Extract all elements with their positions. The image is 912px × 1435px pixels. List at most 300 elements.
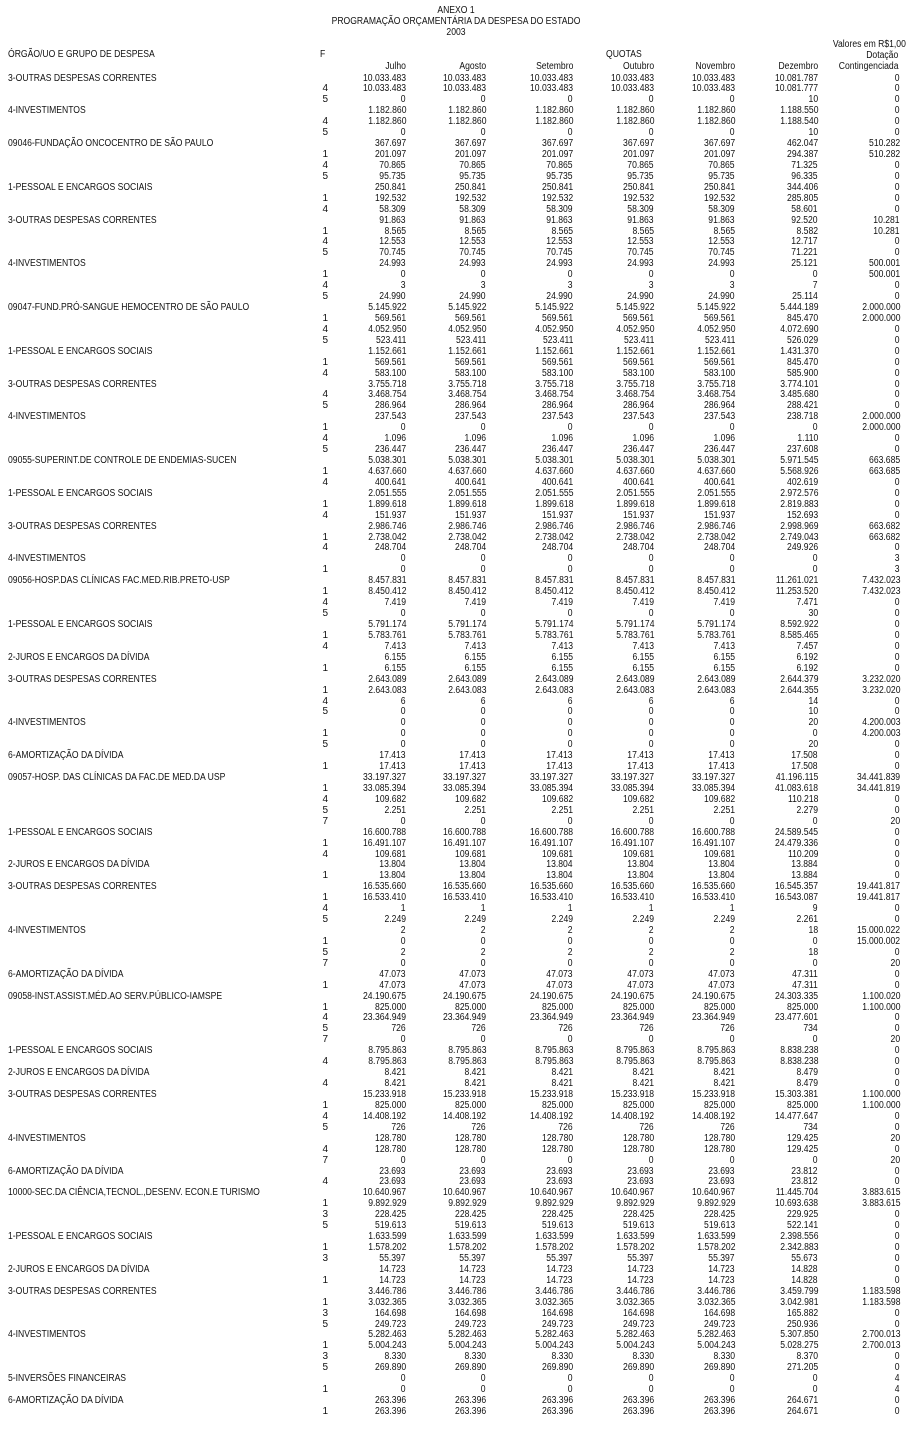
quota-value: 23.693 xyxy=(627,1165,654,1177)
quota-value: 16.533.410 xyxy=(610,892,654,904)
quota-value: 58.309 xyxy=(708,203,735,215)
quota-value: 71.325 xyxy=(791,159,818,171)
contingency-value: 4.200.003 xyxy=(861,728,900,740)
quota-value: 164.698 xyxy=(703,1307,735,1319)
quota-value: 1 xyxy=(401,903,406,915)
quota-value: 8.565 xyxy=(464,225,486,237)
fonte-code: 4 xyxy=(322,1143,328,1155)
quota-value: 55.397 xyxy=(627,1252,654,1264)
quota-value: 0 xyxy=(568,935,573,947)
quota-value: 726 xyxy=(720,1023,735,1035)
row-label: 3-OUTRAS DESPESAS CORRENTES xyxy=(8,378,157,390)
month-header-agosto: Agosto xyxy=(459,61,486,72)
quota-value: 8.795.863 xyxy=(534,1045,573,1057)
quota-value: 3.468.754 xyxy=(367,389,406,401)
quota-value: 0 xyxy=(481,739,486,751)
table-row xyxy=(0,729,912,740)
quota-value: 5.004.243 xyxy=(696,1340,735,1352)
quota-value: 10 xyxy=(808,94,818,106)
quota-value: 5.791.174 xyxy=(696,619,735,630)
contingency-value: 0 xyxy=(895,1023,900,1035)
quota-value: 236.447 xyxy=(374,444,406,456)
quota-value: 1.899.618 xyxy=(534,498,573,510)
quota-value: 192.532 xyxy=(541,192,573,204)
quota-value: 0 xyxy=(481,957,486,969)
quota-value: 0 xyxy=(401,1154,406,1166)
contingency-value: 0 xyxy=(895,542,900,554)
quota-value: 5.783.761 xyxy=(534,629,573,641)
quota-value: 23.364.949 xyxy=(691,1012,735,1024)
quota-value: 2 xyxy=(401,946,406,958)
fonte-code: 1 xyxy=(322,629,328,641)
quota-value: 33.197.327 xyxy=(362,772,406,784)
quota-value: 23.693 xyxy=(546,1176,573,1188)
quota-value: 1.578.202 xyxy=(696,1242,735,1253)
quota-value: 1.578.202 xyxy=(367,1242,406,1253)
quota-value: 129.425 xyxy=(786,1143,818,1155)
quota-value: 33.085.394 xyxy=(691,782,735,794)
quota-value: 3.485.680 xyxy=(779,389,818,401)
contingency-value: 0 xyxy=(895,72,900,84)
quota-value: 249.723 xyxy=(622,1318,654,1330)
fonte-code: 4 xyxy=(322,793,328,805)
quota-value: 7.413 xyxy=(632,640,654,652)
quota-value: 2.644.379 xyxy=(779,673,818,685)
quota-value: 1.431.370 xyxy=(779,345,818,357)
quota-value: 8.457.831 xyxy=(615,575,654,587)
quota-value: 2.643.083 xyxy=(615,684,654,696)
quota-value: 70.745 xyxy=(627,247,654,259)
quota-value: 164.698 xyxy=(454,1307,486,1319)
table-row xyxy=(0,281,912,292)
quota-value: 2.986.746 xyxy=(447,520,486,532)
quota-value: 3.755.718 xyxy=(696,378,735,390)
quota-value: 12.553 xyxy=(708,236,735,248)
quota-value: 91.863 xyxy=(546,214,573,226)
quota-value: 109.682 xyxy=(374,793,406,805)
quota-value: 17.413 xyxy=(459,761,486,773)
quota-value: 1.182.860 xyxy=(615,105,654,117)
quota-value: 269.890 xyxy=(541,1362,573,1374)
quota-value: 0 xyxy=(481,94,486,106)
month-header-julho: Julho xyxy=(385,61,406,72)
quota-value: 367.697 xyxy=(703,138,735,150)
quota-value: 248.704 xyxy=(541,542,573,554)
group-row xyxy=(0,970,912,981)
quota-value: 8.795.863 xyxy=(615,1045,654,1057)
quota-value: 0 xyxy=(649,1034,654,1046)
fonte-code: 5 xyxy=(322,739,328,751)
quota-value: 17.413 xyxy=(627,761,654,773)
quota-value: 1 xyxy=(649,903,654,915)
row-label: 09056-HOSP.DAS CLÍNICAS FAC.MED.RIB.PRETO-USP xyxy=(8,575,230,587)
quota-value: 3.446.786 xyxy=(447,1285,486,1297)
contingency-value: 10.281 xyxy=(873,225,900,237)
quota-value: 15.233.918 xyxy=(691,1088,735,1100)
quota-value: 8.421 xyxy=(551,1067,573,1079)
quota-value: 825.000 xyxy=(622,1001,654,1013)
quota-value: 4.052.950 xyxy=(534,323,573,335)
quota-value: 726 xyxy=(720,1121,735,1133)
quota-value: 2.249 xyxy=(551,914,573,926)
quota-value: 7.419 xyxy=(384,597,406,609)
quota-value: 8.421 xyxy=(632,1078,654,1090)
contingency-value: 10.281 xyxy=(873,214,900,226)
fonte-code: 1 xyxy=(322,269,328,281)
quota-value: 2 xyxy=(481,946,486,958)
quota-value: 12.717 xyxy=(791,236,818,248)
contingency-value: 0 xyxy=(895,170,900,182)
quota-value: 0 xyxy=(730,608,735,620)
quota-value: 5.783.761 xyxy=(615,629,654,641)
quota-value: 1.633.599 xyxy=(696,1231,735,1243)
fonte-code: 4 xyxy=(322,695,328,707)
table-row xyxy=(0,543,912,554)
quota-value: 8.330 xyxy=(632,1351,654,1363)
fonte-code: 1 xyxy=(322,465,328,477)
quota-value: 17.508 xyxy=(791,750,818,762)
quota-value: 0 xyxy=(813,728,818,740)
quota-value: 201.097 xyxy=(541,149,573,160)
quota-value: 16.533.410 xyxy=(442,892,486,904)
quota-value: 519.613 xyxy=(703,1220,735,1232)
quota-value: 5.145.922 xyxy=(367,302,406,314)
quota-value: 1.152.661 xyxy=(615,345,654,357)
row-label: 1-PESSOAL E ENCARGOS SOCIAIS xyxy=(8,181,153,193)
quota-value: 8.565 xyxy=(384,225,406,237)
quota-value: 128.780 xyxy=(622,1132,654,1144)
table-row xyxy=(0,248,912,259)
quota-value: 0 xyxy=(401,706,406,718)
quota-value: 201.097 xyxy=(454,149,486,160)
quota-value: 10.640.967 xyxy=(691,1187,735,1199)
contingency-value: 0 xyxy=(895,793,900,805)
quota-value: 47.073 xyxy=(459,979,486,991)
table-row xyxy=(0,1156,912,1167)
quota-value: 16.535.660 xyxy=(529,881,573,893)
quota-value: 0 xyxy=(481,728,486,740)
row-label: 4-INVESTIMENTOS xyxy=(8,258,86,270)
fonte-code: 5 xyxy=(322,170,328,182)
quota-value: 726 xyxy=(558,1023,573,1035)
quota-value: 14.408.192 xyxy=(529,1110,573,1122)
quota-value: 30 xyxy=(808,608,818,620)
quota-value: 2.986.746 xyxy=(534,520,573,532)
document-title: PROGRAMAÇÃO ORÇAMENTÁRIA DA DESPESA DO ESTADO xyxy=(331,16,581,27)
contingency-value: 0 xyxy=(895,247,900,259)
quota-value: 2.251 xyxy=(551,804,573,816)
quota-value: 8.565 xyxy=(713,225,735,237)
quota-value: 13.804 xyxy=(379,870,406,882)
quota-value: 10.640.967 xyxy=(610,1187,654,1199)
quota-value: 2.643.089 xyxy=(447,673,486,685)
contingency-value: 3 xyxy=(895,553,900,565)
quota-value: 583.100 xyxy=(541,367,573,379)
quota-value: 5.568.926 xyxy=(779,465,818,477)
row-label: 6-AMORTIZAÇÃO DA DÍVIDA xyxy=(8,1395,124,1407)
quota-value: 109.681 xyxy=(541,848,573,860)
quota-value: 10.640.967 xyxy=(442,1187,486,1199)
quota-value: 15.303.381 xyxy=(774,1088,818,1100)
quota-value: 2 xyxy=(730,946,735,958)
quota-value: 14.723 xyxy=(379,1263,406,1275)
row-label: 1-PESSOAL E ENCARGOS SOCIAIS xyxy=(8,345,153,357)
quota-value: 4.637.660 xyxy=(696,465,735,477)
fonte-code: 4 xyxy=(322,640,328,652)
contingency-value: 0 xyxy=(895,1351,900,1363)
contingency-value: 1.100.000 xyxy=(861,1099,900,1111)
quota-value: 8.421 xyxy=(632,1067,654,1079)
quota-value: 286.964 xyxy=(374,400,406,412)
quota-value: 0 xyxy=(568,422,573,434)
fonte-code: 4 xyxy=(322,509,328,521)
quota-value: 825.000 xyxy=(454,1099,486,1111)
fonte-code: 3 xyxy=(322,1351,328,1363)
quota-value: 192.532 xyxy=(454,192,486,204)
quota-value: 3.468.754 xyxy=(534,389,573,401)
quota-value: 8.330 xyxy=(384,1351,406,1363)
contingency-value: 0 xyxy=(895,280,900,292)
quota-value: 8.450.412 xyxy=(615,586,654,598)
quota-value: 825.000 xyxy=(374,1001,406,1013)
quota-value: 3.459.799 xyxy=(779,1285,818,1297)
fonte-code: 4 xyxy=(322,476,328,488)
quota-value: 0 xyxy=(481,706,486,718)
quota-value: 8.795.863 xyxy=(696,1056,735,1068)
quota-value: 17.413 xyxy=(379,761,406,773)
quota-value: 14.408.192 xyxy=(610,1110,654,1122)
row-label: 09055-SUPERINT.DE CONTROLE DE ENDEMIAS-SUCEN xyxy=(8,455,237,467)
quota-value: 201.097 xyxy=(703,149,735,160)
quota-value: 2.749.043 xyxy=(779,531,818,543)
quota-value: 263.396 xyxy=(703,1395,735,1407)
month-header-setembro: Setembro xyxy=(535,61,573,72)
fonte-code: 1 xyxy=(322,1001,328,1013)
quota-value: 109.682 xyxy=(703,793,735,805)
quota-value: 5.783.761 xyxy=(447,629,486,641)
quota-value: 271.205 xyxy=(786,1362,818,1374)
quota-value: 47.073 xyxy=(546,968,573,980)
quota-value: 1.899.618 xyxy=(367,498,406,510)
fonte-code: 7 xyxy=(322,957,328,969)
fonte-code: 5 xyxy=(322,400,328,412)
quota-value: 5.791.174 xyxy=(367,619,406,630)
fonte-code: 5 xyxy=(322,608,328,620)
quota-value: 10.033.483 xyxy=(442,83,486,95)
quota-value: 269.890 xyxy=(454,1362,486,1374)
quota-value: 523.411 xyxy=(623,334,654,346)
quota-value: 91.863 xyxy=(379,214,406,226)
quota-value: 286.964 xyxy=(703,400,735,412)
row-label: 6-AMORTIZAÇÃO DA DÍVIDA xyxy=(8,1165,124,1177)
fonte-code: 1 xyxy=(322,1198,328,1210)
quota-value: 523.411 xyxy=(455,334,486,346)
quota-value: 128.780 xyxy=(622,1143,654,1155)
quota-value: 5.145.922 xyxy=(534,302,573,314)
quota-value: 2 xyxy=(730,925,735,937)
quota-value: 4.052.950 xyxy=(447,323,486,335)
quota-value: 569.561 xyxy=(454,356,486,368)
quota-value: 286.964 xyxy=(622,400,654,412)
quota-value: 2.986.746 xyxy=(367,520,406,532)
quota-value: 128.780 xyxy=(454,1143,486,1155)
quota-value: 13.884 xyxy=(791,870,818,882)
quota-value: 0 xyxy=(568,608,573,620)
quota-value: 70.865 xyxy=(379,159,406,171)
quota-value: 8.795.863 xyxy=(447,1056,486,1068)
quota-value: 25.121 xyxy=(791,258,818,270)
contingency-value: 0 xyxy=(895,159,900,171)
contingency-value: 2.000.000 xyxy=(861,312,900,324)
quota-value: 109.682 xyxy=(541,793,573,805)
quota-value: 269.890 xyxy=(622,1362,654,1374)
quota-value: 1.152.661 xyxy=(696,345,735,357)
quota-value: 5.282.463 xyxy=(696,1329,735,1341)
quota-value: 263.396 xyxy=(703,1405,735,1417)
quota-value: 0 xyxy=(568,815,573,827)
table-row xyxy=(0,1407,912,1418)
quota-value: 249.723 xyxy=(374,1318,406,1330)
quota-value: 109.682 xyxy=(622,793,654,805)
fonte-code: 4 xyxy=(322,1056,328,1068)
fonte-code: 4 xyxy=(322,389,328,401)
quota-value: 24.993 xyxy=(379,258,406,270)
quota-value: 236.447 xyxy=(454,444,486,456)
quota-value: 14.723 xyxy=(379,1274,406,1286)
quota-value: 14.477.647 xyxy=(774,1110,818,1122)
quota-value: 0 xyxy=(730,957,735,969)
table-row xyxy=(0,1013,912,1024)
contingency-value: 0 xyxy=(895,1231,900,1243)
quota-value: 4.637.660 xyxy=(615,465,654,477)
quota-value: 55.397 xyxy=(708,1252,735,1264)
fonte-code: 5 xyxy=(322,334,328,346)
quota-value: 10.640.967 xyxy=(362,1187,406,1199)
quota-value: 8.795.863 xyxy=(696,1045,735,1057)
quota-value: 2 xyxy=(649,925,654,937)
quota-value: 16.491.107 xyxy=(362,837,406,849)
quota-value: 23.693 xyxy=(459,1176,486,1188)
row-label: 4-INVESTIMENTOS xyxy=(8,105,86,117)
quota-value: 0 xyxy=(649,1373,654,1385)
quota-value: 128.780 xyxy=(541,1132,573,1144)
quota-value: 5.004.243 xyxy=(367,1340,406,1352)
contingency-value: 663.685 xyxy=(868,465,900,477)
quota-value: 0 xyxy=(401,815,406,827)
quota-value: 11.261.021 xyxy=(775,575,818,587)
quota-value: 24.190.675 xyxy=(610,990,654,1002)
quota-value: 10.033.483 xyxy=(691,72,735,84)
quota-value: 2.738.042 xyxy=(367,531,406,543)
quota-value: 95.735 xyxy=(708,170,735,182)
contingency-value: 0 xyxy=(895,236,900,248)
quota-value: 248.704 xyxy=(703,542,735,554)
quota-value: 8.457.831 xyxy=(447,575,486,587)
quota-value: 0 xyxy=(649,269,654,281)
quota-value: 2.051.555 xyxy=(447,487,486,499)
row-label: 09046-FUNDAÇÃO ONCOCENTRO DE SÃO PAULO xyxy=(8,138,214,150)
fonte-code: 1 xyxy=(322,870,328,882)
contingency-value: 0 xyxy=(895,1143,900,1155)
quota-value: 3.468.754 xyxy=(447,389,486,401)
fonte-code: 5 xyxy=(322,127,328,139)
quota-value: 5.307.850 xyxy=(779,1329,818,1341)
quota-value: 3.032.365 xyxy=(615,1296,654,1308)
quota-value: 0 xyxy=(481,564,486,576)
quota-value: 250.841 xyxy=(374,181,406,193)
quota-value: 249.723 xyxy=(541,1318,573,1330)
table-row xyxy=(0,1363,912,1374)
contingency-value: 20 xyxy=(890,1132,900,1144)
fonte-code: 1 xyxy=(322,149,328,160)
fonte-code: 3 xyxy=(322,1209,328,1221)
quota-value: 249.723 xyxy=(703,1318,735,1330)
quota-value: 17.413 xyxy=(546,750,573,762)
fonte-code: 4 xyxy=(322,116,328,128)
quota-value: 24.990 xyxy=(459,291,486,303)
quota-value: 3.032.365 xyxy=(367,1296,406,1308)
fonte-code: 5 xyxy=(322,247,328,259)
group-row xyxy=(0,412,912,423)
fonte-code: 5 xyxy=(322,1318,328,1330)
quota-value: 192.532 xyxy=(374,192,406,204)
quota-value: 250.841 xyxy=(703,181,735,193)
quota-value: 250.936 xyxy=(786,1318,818,1330)
quota-value: 5.282.463 xyxy=(367,1329,406,1341)
group-row xyxy=(0,554,912,565)
quota-value: 14.723 xyxy=(546,1263,573,1275)
fonte-code: 4 xyxy=(322,1176,328,1188)
quota-value: 0 xyxy=(813,1154,818,1166)
quota-value: 13.804 xyxy=(708,870,735,882)
quota-value: 734 xyxy=(803,1023,818,1035)
table-row xyxy=(0,959,912,970)
table-row xyxy=(0,1243,912,1254)
quota-value: 0 xyxy=(730,815,735,827)
quota-value: 47.073 xyxy=(627,968,654,980)
quota-value: 4.052.950 xyxy=(696,323,735,335)
quota-value: 2.249 xyxy=(384,914,406,926)
quota-value: 96.335 xyxy=(791,170,818,182)
quota-value: 1.578.202 xyxy=(615,1242,654,1253)
row-label: 10000-SEC.DA CIÊNCIA,TECNOL.,DESENV. ECON.E TURISMO xyxy=(8,1187,260,1199)
quota-value: 1.182.860 xyxy=(447,116,486,128)
quota-value: 7 xyxy=(813,280,818,292)
quota-value: 1.096 xyxy=(713,433,735,445)
quota-value: 55.673 xyxy=(791,1252,818,1264)
quota-value: 0 xyxy=(649,728,654,740)
quota-value: 228.425 xyxy=(703,1209,735,1221)
quota-value: 6.192 xyxy=(796,651,818,663)
quota-value: 0 xyxy=(568,1154,573,1166)
quota-value: 249.926 xyxy=(786,542,818,554)
quota-value: 8.450.412 xyxy=(367,586,406,598)
contingency-value: 15.000.002 xyxy=(856,935,900,947)
quota-value: 12.553 xyxy=(546,236,573,248)
quota-value: 0 xyxy=(730,269,735,281)
quota-value: 583.100 xyxy=(454,367,486,379)
contingency-value: 0 xyxy=(895,1121,900,1133)
quota-value: 0 xyxy=(813,553,818,565)
quota-value: 13.804 xyxy=(459,859,486,871)
quota-value: 1.096 xyxy=(384,433,406,445)
contingency-value: 3.883.615 xyxy=(861,1198,900,1210)
contingency-value: 0 xyxy=(895,979,900,991)
quota-value: 10.693.638 xyxy=(774,1198,818,1210)
quota-value: 109.681 xyxy=(454,848,486,860)
quota-value: 8.795.863 xyxy=(367,1045,406,1057)
quota-value: 47.073 xyxy=(379,979,406,991)
